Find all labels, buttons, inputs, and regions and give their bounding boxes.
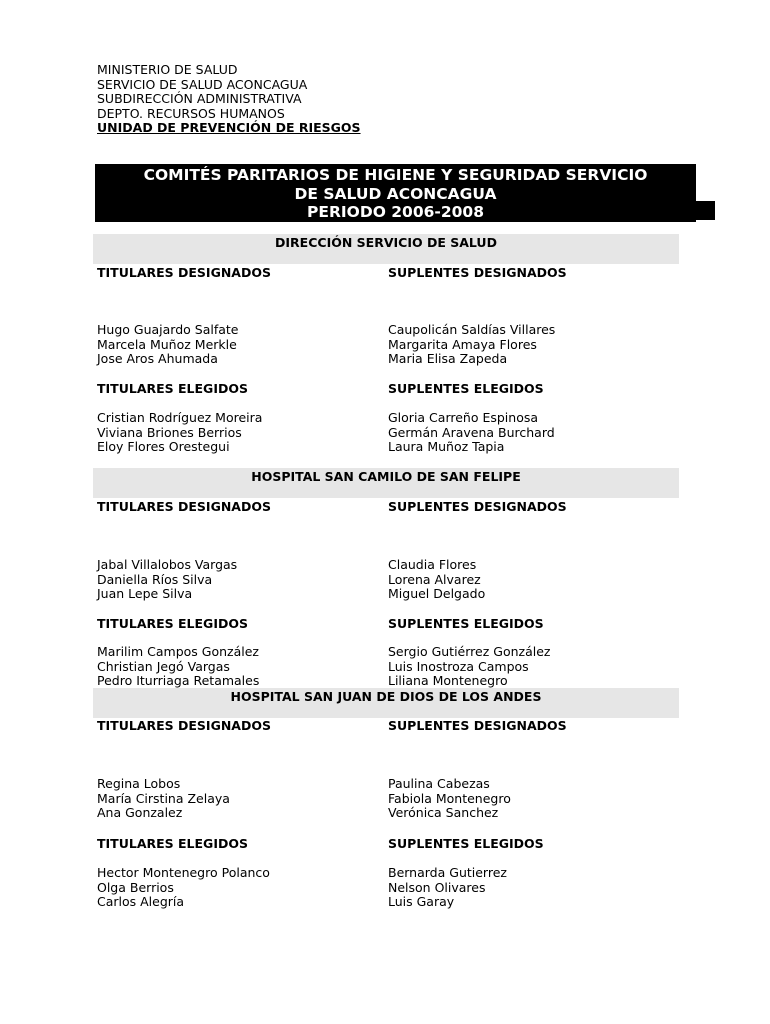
titulares-designados-list [97,558,237,602]
title-line-3: PERIODO 2006-2008 [307,203,484,222]
label-suplentes-designados: SUPLENTES DESIGNADOS [388,265,567,280]
suplentes-elegidos-list [388,411,555,455]
member-name: Germán Aravena Burchard [388,424,555,440]
label-titulares-elegidos: TITULARES ELEGIDOS [97,381,248,396]
member-name: Christian Jegó Vargas [97,658,230,674]
member-name: Claudia Flores [388,557,477,572]
letterhead-line: SUBDIRECCIÓN ADMINISTRATIVA [97,91,302,107]
member-name: Carlos Alegría [97,894,185,910]
member-name: Pedro Iturriaga Retamales [97,673,260,689]
title-line-2: DE SALUD ACONCAGUA [294,184,497,203]
member-name: Verónica Sanchez [388,805,499,821]
document-title [95,164,696,222]
member-name: Olga Berrios [97,879,174,895]
section-body [93,264,679,455]
member-name: Hugo Guajardo Salfate [97,322,239,337]
member-name: Hector Montenegro Polanco [97,865,270,880]
label-titulares-designados: TITULARES DESIGNADOS [97,265,271,280]
member-name: Viviana Briones Berrios [97,424,242,440]
member-name: Juan Lepe Silva [97,586,193,602]
letterhead [97,63,361,136]
member-name: Laura Muñoz Tapia [388,439,505,455]
label-titulares-elegidos: TITULARES ELEGIDOS [97,616,248,631]
member-name: Margarita Amaya Flores [388,336,537,352]
label-suplentes-elegidos: SUPLENTES ELEGIDOS [388,381,544,396]
titulares-designados-list [97,323,238,367]
section-heading-text: DIRECCIÓN SERVICIO DE SALUD [275,235,497,250]
label-suplentes-elegidos: SUPLENTES ELEGIDOS [388,616,544,631]
suplentes-designados-list [388,323,555,367]
member-name: Caupolicán Saldías Villares [388,322,556,337]
titulares-designados-list [97,777,230,821]
member-name: Cristian Rodríguez Moreira [97,410,263,425]
label-suplentes-elegidos: SUPLENTES ELEGIDOS [388,836,544,851]
member-name: Regina Lobos [97,776,181,791]
section-body [93,498,679,689]
label-suplentes-designados: SUPLENTES DESIGNADOS [388,499,567,514]
member-name: Gloria Carreño Espinosa [388,410,539,425]
title-bar-extension [696,201,715,220]
member-name: Paulina Cabezas [388,776,490,791]
member-name: Jose Aros Ahumada [97,351,218,367]
label-titulares-designados: TITULARES DESIGNADOS [97,718,271,733]
label-titulares-elegidos: TITULARES ELEGIDOS [97,836,248,851]
section-heading [93,234,679,264]
title-line-1: COMITÉS PARITARIOS DE HIGIENE Y SEGURIDAD SERVICIO [143,166,648,184]
member-name: Maria Elisa Zapeda [388,351,508,367]
section-body [93,718,679,910]
suplentes-designados-list [388,558,485,602]
member-name: Marcela Muñoz Merkle [97,336,237,352]
section-heading [93,468,679,498]
member-name: Sergio Gutiérrez González [388,644,551,659]
member-name: Luis Inostroza Campos [388,658,529,674]
committee-section [93,688,679,910]
committee-section [93,234,679,455]
section-heading-text: HOSPITAL SAN JUAN DE DIOS DE LOS ANDES [230,689,542,704]
member-name: Miguel Delgado [388,586,486,602]
suplentes-elegidos-list [388,866,507,910]
member-name: Ana Gonzalez [97,805,183,821]
member-name: Luis Garay [388,894,455,910]
titulares-elegidos-list [97,411,262,455]
titulares-elegidos-list [97,866,270,910]
member-name: Daniella Ríos Silva [97,571,213,587]
titulares-elegidos-list [97,645,259,689]
member-name: María Cirstina Zelaya [97,790,230,806]
letterhead-unit: UNIDAD DE PREVENCIÓN DE RIESGOS [97,120,361,136]
member-name: Liliana Montenegro [388,673,508,689]
suplentes-elegidos-list [388,645,550,689]
member-name: Eloy Flores Orestegui [97,439,230,455]
member-name: Nelson Olivares [388,879,486,895]
member-name: Jabal Villalobos Vargas [97,557,238,572]
label-suplentes-designados: SUPLENTES DESIGNADOS [388,718,567,733]
suplentes-designados-list [388,777,511,821]
committee-section [93,468,679,689]
letterhead-line: MINISTERIO DE SALUD [97,62,238,77]
letterhead-line: SERVICIO DE SALUD ACONCAGUA [97,76,308,92]
label-titulares-designados: TITULARES DESIGNADOS [97,499,271,514]
member-name: Bernarda Gutierrez [388,865,507,880]
section-heading-text: HOSPITAL SAN CAMILO DE SAN FELIPE [251,469,521,484]
member-name: Fabiola Montenegro [388,790,511,806]
letterhead-line: DEPTO. RECURSOS HUMANOS [97,105,285,121]
member-name: Marilim Campos González [97,644,259,659]
section-heading [93,688,679,718]
member-name: Lorena Alvarez [388,571,481,587]
